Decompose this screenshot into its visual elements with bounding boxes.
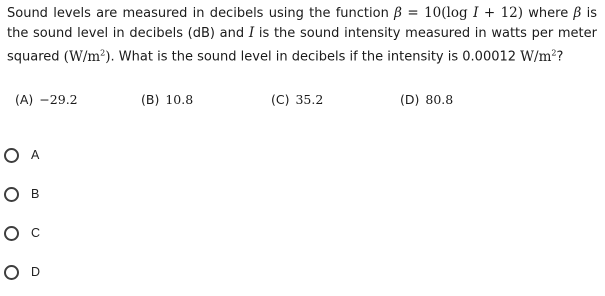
formula-part: + 12) [478, 5, 524, 21]
option-label: D [31, 265, 41, 279]
unit-text: W/m [520, 48, 552, 65]
radio-button[interactable] [4, 187, 19, 202]
unit-text: ) [105, 48, 111, 65]
choice-label: (B) [141, 92, 160, 107]
radio-button[interactable] [4, 265, 19, 280]
intensity-symbol: I [248, 24, 255, 41]
radio-button[interactable] [4, 226, 19, 241]
option-label: A [31, 148, 40, 162]
unit-text: (W/m [63, 48, 101, 65]
radio-button[interactable] [4, 148, 19, 163]
unit-exponent: 2 [100, 48, 106, 57]
question-part: is the sound intensity measured in watts per meter squared [7, 25, 597, 65]
option-d[interactable] [4, 261, 164, 283]
choice-value: 10.8 [165, 92, 194, 107]
option-b[interactable] [4, 183, 164, 205]
intensity-symbol: I [473, 5, 479, 21]
choice-value: −29.2 [39, 92, 78, 107]
choice-value: 35.2 [295, 92, 324, 107]
question-part: . What is the sound level in decibels if the intensity is 0.00012 [110, 49, 521, 65]
choice-label: (A) [15, 92, 34, 107]
question-part: Sound levels are measured in decibels using the function [7, 6, 395, 21]
beta-symbol: β [573, 5, 582, 21]
choice-label: (D) [400, 92, 420, 107]
question-part: is the sound level in decibels (dB) and [7, 6, 597, 41]
option-c[interactable] [4, 222, 164, 244]
choice-value: 80.8 [425, 92, 454, 107]
unit-exponent: 2 [551, 48, 557, 57]
option-label: B [31, 187, 40, 201]
beta-symbol: β [394, 5, 402, 21]
option-label: C [31, 226, 41, 240]
formula-part: = 10(log [401, 5, 474, 21]
question-part: where [523, 6, 574, 21]
question-part: ? [556, 49, 564, 65]
option-a[interactable] [4, 144, 164, 166]
choice-label: (C) [271, 92, 290, 107]
